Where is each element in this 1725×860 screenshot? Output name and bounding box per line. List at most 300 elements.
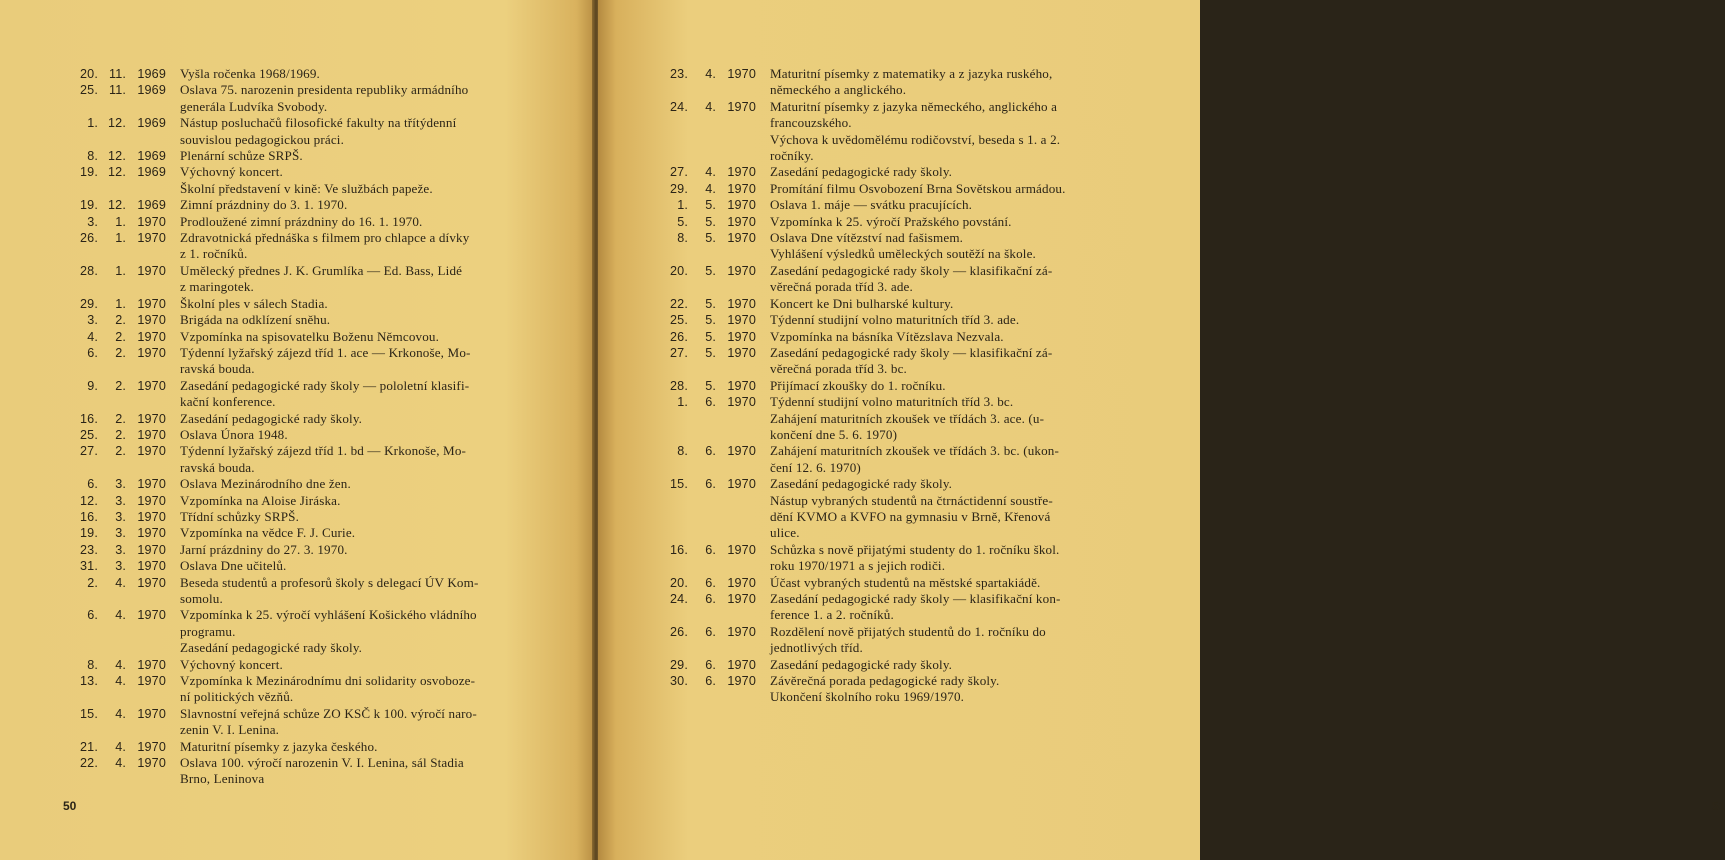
chronicle-entry [660,66,1144,99]
chronicle-entry [660,312,1144,328]
entry-date-day: 8. [677,444,688,459]
chronicle-entry [70,411,540,427]
entry-date [70,148,166,164]
entry-date-day: 25. [80,83,98,98]
entry-date-year: 1970 [137,313,166,328]
chronicle-entry [70,329,540,345]
entry-text: Slavnostní veřejná schůze ZO KSČ k 100. výročí naro- zenin V. I. Lenina. [180,705,477,738]
entry-date-month: 5. [705,214,716,229]
entry-text: Oslava Února 1948. [180,426,288,442]
entry-text: Týdenní lyžařský zájezd tříd 1. ace — Krkonoše, Mo- ravská bouda. [180,344,471,377]
entry-date-month: 6. [705,657,716,672]
entry-date-year: 1970 [727,378,756,393]
chronicle-entry [70,657,540,673]
entry-date-month: 12. [108,198,126,213]
entry-date-day: 19. [80,526,98,541]
chronicle-entry [70,525,540,541]
entry-date-month: 4. [115,756,126,771]
entry-date-year: 1970 [137,706,166,721]
entry-date [660,591,756,624]
chronicle-entry [660,591,1144,624]
entry-date [70,493,166,509]
entry-date-month: 3. [115,509,126,524]
entry-date-year: 1970 [137,214,166,229]
entry-date-year: 1970 [727,444,756,459]
entry-date-year: 1970 [137,657,166,672]
entry-date-day: 8. [87,149,98,164]
entry-date-month: 6. [705,395,716,410]
entry-text: Zasedání pedagogické rady školy. [770,164,953,180]
entry-date [70,345,166,378]
entry-date-year: 1970 [137,559,166,574]
entry-date [660,443,756,476]
entry-date-year: 1970 [727,624,756,639]
entry-text: Vzpomínka k 25. výročí Pražského povstání. [770,213,1012,229]
entry-date-year: 1970 [727,99,756,114]
entry-text: Výchovný koncert. Školní představení v kině: Ve službách papeže. [180,164,433,196]
chronicle-entry [70,476,540,492]
entry-date-year: 1970 [137,493,166,508]
entry-date-day: 1. [677,198,688,213]
entry-date-year: 1970 [137,427,166,442]
entry-date [70,558,166,574]
entry-date-year: 1969 [137,67,166,81]
entry-date [660,657,756,673]
entry-date-month: 11. [108,83,126,98]
entry-date-year: 1970 [137,608,166,623]
entry-date [70,214,166,230]
entry-date-year: 1970 [137,263,166,278]
entry-date-day: 15. [80,706,98,721]
entry-date-day: 23. [670,67,688,81]
entry-date-year: 1970 [137,444,166,459]
entry-date-day: 20. [670,575,688,590]
entry-date-day: 27. [670,345,688,360]
entry-date-day: 20. [80,67,98,81]
entry-date-year: 1970 [137,542,166,557]
entry-date-day: 22. [670,296,688,311]
entry-text: Oslava 75. narozenin presidenta republiky armádního generála Ludvíka Svobody. [180,82,469,114]
entry-date [70,329,166,345]
entry-date-year: 1969 [137,116,166,131]
chronicle-entry [70,164,540,197]
entry-date-year: 1970 [727,231,756,246]
entry-text: Vyšla ročenka 1968/1969. [180,66,320,81]
entry-date-year: 1969 [137,149,166,164]
entry-text: Týdenní studijní volno maturitních tříd 3. bc. Zahájení maturitních zkoušek ve třídách 3. ace. (u- končení dne 5. 6. 1970) [770,394,1045,442]
entry-date-day: 29. [670,657,688,672]
chronicle-entry [660,164,1144,180]
entry-date-month: 12. [108,149,126,164]
entry-date-year: 1970 [137,345,166,360]
entry-date-day: 3. [87,214,98,229]
chronicle-entry [70,82,540,115]
entry-text: Vzpomínka k 25. výročí vyhlášení Košického vládního programu. Zasedání pedagogické rady školy. [180,607,477,656]
chronicle-entry [70,378,540,411]
entry-date-month: 4. [705,67,716,81]
chronicle-entry [660,575,1144,591]
entry-date-month: 4. [115,739,126,754]
chronicle-entry [70,197,540,213]
entry-date-day: 24. [670,592,688,606]
entry-date-year: 1970 [727,345,756,360]
entry-date [70,525,166,541]
entry-date [70,263,166,296]
entry-date-day: 23. [80,542,98,557]
entry-date [70,66,166,82]
entry-text: Jarní prázdniny do 27. 3. 1970. [180,541,348,557]
chronicle-entry [660,296,1144,312]
entry-text: Třídní schůzky SRPŠ. [180,508,300,524]
entry-date [70,657,166,673]
entry-date [660,575,756,591]
entry-date-month: 6. [705,575,716,590]
entry-date-month: 5. [705,329,716,344]
entry-text: Týdenní lyžařský zájezd tříd 1. bd — Krkonoše, Mo- ravská bouda. [180,443,467,475]
entry-text: Oslava Dne učitelů. [180,558,287,574]
entry-date [70,476,166,492]
entry-date-month: 5. [705,345,716,360]
chronicle-entry [660,394,1144,443]
entry-date-year: 1970 [727,674,756,689]
entry-text: Oslava Mezinárodního dne žen. [180,476,351,492]
entry-date-day: 16. [80,509,98,524]
entry-date [70,607,166,656]
entry-date-day: 19. [80,198,98,213]
entry-text: Umělecký přednes J. K. Grumlíka — Ed. Bass, Lidé z maringotek. [180,262,463,295]
entry-date-month: 2. [115,444,126,459]
entry-date-day: 25. [80,427,98,442]
entry-date [660,296,756,312]
entry-text: Účast vybraných studentů na městské spartakiádě. [770,574,1041,590]
entry-date-month: 2. [115,345,126,360]
entry-date-year: 1969 [137,83,166,98]
entry-date-month: 4. [115,657,126,672]
entry-date [70,575,166,608]
entry-date-month: 6. [705,674,716,689]
entry-date-year: 1970 [727,542,756,557]
entry-date [660,66,756,99]
entry-date-day: 16. [670,542,688,557]
entry-date-year: 1970 [727,296,756,311]
entry-date [660,181,756,197]
entry-date-month: 3. [115,559,126,574]
entry-text: Vzpomínka na básníka Vítězslava Nezvala. [770,328,1004,344]
entry-date-month: 12. [108,116,126,131]
entry-date-year: 1970 [137,378,166,393]
entry-date-day: 5. [677,214,688,229]
entry-date-year: 1970 [137,329,166,344]
entry-date-year: 1970 [727,198,756,213]
entry-date [660,329,756,345]
chronicle-entry [70,607,540,656]
page-number-left: 50 [63,799,77,813]
entry-date-day: 26. [670,329,688,344]
entry-date-month: 5. [705,198,716,213]
entry-date [660,312,756,328]
chronicle-entry [70,509,540,525]
entry-date [70,115,166,148]
entry-date-month: 4. [115,706,126,721]
chronicle-entry [70,345,540,378]
entry-date-year: 1970 [137,756,166,771]
chronicle-entry [70,755,540,788]
entry-date-year: 1970 [727,313,756,328]
chronicle-entry [660,329,1144,345]
entry-date-month: 3. [115,493,126,508]
entry-date-year: 1970 [137,411,166,426]
chronicle-entry [660,214,1144,230]
entry-text: Maturitní písemky z jazyka německého, anglického a francouzského. Výchova k uvědomělému rodičovství, beseda s 1. a 2. ročníky. [770,98,1061,164]
entry-date-day: 25. [670,313,688,328]
entry-date [660,624,756,657]
entry-date-month: 1. [115,263,126,278]
entry-text: Vzpomínka na vědce F. J. Curie. [180,525,356,541]
entry-date [70,673,166,706]
left-page [0,0,594,860]
chronicle-entry [70,230,540,263]
entry-date [70,443,166,476]
entry-date-day: 1. [677,395,688,410]
entry-date [660,197,756,213]
entry-date [70,164,166,197]
chronicle-entry [660,443,1144,476]
entry-text: Beseda studentů a profesorů školy s delegací ÚV Kom- somolu. [180,574,479,606]
entry-date-day: 26. [670,624,688,639]
entry-date-month: 12. [108,165,126,180]
entry-date [70,197,166,213]
entry-text: Schůzka s nově přijatými studenty do 1. ročníku škol. roku 1970/1971 a s jejich rodiči. [770,541,1060,574]
chronicle-entry [660,181,1144,197]
entry-date-year: 1970 [727,214,756,229]
entry-date-day: 2. [87,575,98,590]
chronicle-entry [660,476,1144,542]
entry-date-month: 3. [115,477,126,492]
entry-text: Vzpomínka k Mezinárodnímu dni solidarity osvoboze- ní politických vězňů. [180,673,476,705]
entry-text: Zasedání pedagogické rady školy. Nástup vybraných studentů na čtrnáctidenní soustře- dění KVMO a KVFO na gymnasiu v Brně, Křenová ulice. [770,476,1053,541]
entry-date [660,378,756,394]
entry-text: Prodloužené zimní prázdniny do 16. 1. 1970. [180,213,423,229]
entry-date-month: 6. [705,542,716,557]
entry-text: Závěrečná porada pedagogické rady školy. Ukončení školního roku 1969/1970. [770,673,1000,705]
entry-date [70,427,166,443]
entry-date-month: 4. [115,575,126,590]
entry-date [70,378,166,411]
entry-date [660,164,756,180]
entry-text: Oslava 1. máje — svátku pracujících. [770,197,973,213]
entry-date-day: 31. [80,559,98,574]
chronicle-entry [660,197,1144,213]
chronicle-entry [70,575,540,608]
entry-date-month: 4. [705,165,716,180]
chronicle-entry [660,230,1144,263]
entry-date-month: 3. [115,542,126,557]
entry-date-year: 1970 [137,296,166,311]
entry-text: Oslava 100. výročí narozenin V. I. Lenina, sál Stadia Brno, Leninova [180,755,464,787]
entry-text: Týdenní studijní volno maturitních tříd 3. ade. [770,312,1020,328]
chronicle-entry [70,214,540,230]
entry-date-day: 29. [670,181,688,196]
chronicle-entry [70,493,540,509]
entry-text: Vzpomínka na Aloise Jiráska. [180,492,341,508]
chronicle-entry [660,99,1144,165]
entry-date-day: 12. [80,493,98,508]
entry-date-year: 1970 [727,657,756,672]
entry-date-year: 1970 [727,592,756,606]
entry-text: Zasedání pedagogické rady školy. [180,410,363,426]
chronicle-entry [660,378,1144,394]
entry-date-year: 1970 [727,67,756,81]
entry-date [660,673,756,706]
entry-text: Zimní prázdniny do 3. 1. 1970. [180,197,348,213]
entry-date-year: 1970 [727,165,756,180]
entry-date-day: 19. [80,165,98,180]
entry-date-day: 26. [80,231,98,246]
entry-date-day: 22. [80,756,98,771]
entry-date-month: 1. [115,214,126,229]
entry-date-year: 1970 [137,477,166,492]
entry-text: Zasedání pedagogické rady školy — klasifikační kon- ference 1. a 2. ročníků. [770,591,1061,623]
entry-date-month: 2. [115,329,126,344]
entry-date-month: 5. [705,378,716,393]
chronicle-entry [70,312,540,328]
entry-date-year: 1970 [137,575,166,590]
entry-date [70,230,166,263]
entry-text: Školní ples v sálech Stadia. [180,295,328,311]
chronicle-entry [70,263,540,296]
entry-date [70,542,166,558]
entry-date [660,476,756,542]
chronicle-entry [70,148,540,164]
entry-text: Maturitní písemky z jazyka českého. [180,738,378,754]
entry-date [660,230,756,263]
chronicle-entry [70,706,540,739]
entry-date-year: 1970 [727,477,756,492]
chronicle-entry [70,542,540,558]
entry-date-year: 1970 [137,509,166,524]
entry-date-month: 5. [705,296,716,311]
entry-text: Plenární schůze SRPŠ. [180,148,303,164]
entry-date [70,706,166,739]
chronicle-entry [660,673,1144,706]
entry-date-year: 1970 [727,263,756,278]
entry-date-month: 1. [115,231,126,246]
entry-date-day: 1. [87,116,98,131]
entry-text: Promítání filmu Osvobození Brna Sovětskou armádou. [770,180,1066,196]
entry-date-month: 5. [705,231,716,246]
chronicle-entry [660,657,1144,673]
entry-text: Oslava Dne vítězství nad fašismem. Vyhlášení výsledků uměleckých soutěží na škole. [770,230,1036,262]
chronicle-entry [70,427,540,443]
entry-date-day: 6. [87,608,98,623]
entry-date-year: 1970 [727,329,756,344]
entry-date-day: 15. [670,477,688,492]
page-number-right: 51 [1712,799,1725,813]
entry-date-day: 28. [80,263,98,278]
entry-date-month: 11. [108,67,126,81]
entry-date [660,542,756,575]
entry-date-month: 6. [705,444,716,459]
entry-date [70,312,166,328]
chronicle-entry [70,115,540,148]
entry-text: Vzpomínka na spisovatelku Boženu Němcovou. [180,328,440,344]
entry-date-day: 13. [80,674,98,689]
entry-date-month: 2. [115,313,126,328]
entry-date [70,411,166,427]
entry-date-day: 6. [87,345,98,360]
entry-date [660,263,756,296]
entry-date-day: 6. [87,477,98,492]
entry-text: Zasedání pedagogické rady školy — klasifikační zá- věrečná porada tříd 3. ade. [770,262,1053,295]
entry-date-month: 6. [705,592,716,606]
entry-date-day: 30. [670,674,688,689]
entry-date-day: 8. [87,657,98,672]
entry-date-day: 3. [87,313,98,328]
entry-text: Zasedání pedagogické rady školy — pololetní klasifi- kační konference. [180,377,470,410]
entry-text: Nástup posluchačů filosofické fakulty na třítýdenní souvislou pedagogickou práci. [180,115,457,147]
entry-date-year: 1970 [727,395,756,410]
entry-text: Zahájení maturitních zkoušek ve třídách 3. bc. (ukon- čení 12. 6. 1970) [770,443,1060,475]
entry-date-day: 16. [80,411,98,426]
entry-text: Maturitní písemky z matematiky a z jazyka ruského, německého a anglického. [770,66,1053,98]
entry-date-day: 27. [80,444,98,459]
entry-text: Brigáda na odklízení sněhu. [180,312,331,328]
entry-date-day: 4. [87,329,98,344]
entry-date-year: 1970 [137,739,166,754]
entry-date [660,99,756,165]
entry-text: Koncert ke Dni bulharské kultury. [770,295,954,311]
entry-date [70,82,166,115]
entry-text: Zdravotnická přednáška s filmem pro chlapce a dívky z 1. ročníků. [180,230,470,262]
entry-date-month: 2. [115,427,126,442]
chronicle-entry [660,345,1144,378]
entry-date [660,214,756,230]
entry-date-year: 1970 [137,526,166,541]
entry-date-day: 28. [670,378,688,393]
entry-text: Zasedání pedagogické rady školy. [770,656,953,672]
entry-date-day: 29. [80,296,98,311]
left-entries-list [70,66,540,788]
entry-text: Přijímací zkoušky do 1. ročníku. [770,377,946,393]
entry-date [70,509,166,525]
entry-text: Zasedání pedagogické rady školy — klasifikační zá- věrečná porada tříd 3. bc. [770,344,1053,377]
entry-date-month: 2. [115,378,126,393]
entry-date-day: 27. [670,165,688,180]
entry-date-year: 1970 [137,674,166,689]
entry-date-year: 1969 [137,165,166,180]
chronicle-entry [70,739,540,755]
chronicle-entry [70,558,540,574]
chronicle-entry [70,66,540,82]
entry-date-year: 1969 [137,198,166,213]
entry-date-month: 2. [115,411,126,426]
entry-date-month: 1. [115,296,126,311]
chronicle-entry [70,673,540,706]
entry-date [70,755,166,788]
chronicle-entry [70,443,540,476]
entry-date-day: 9. [87,378,98,393]
right-entries-list [660,66,1144,706]
entry-date [70,296,166,312]
entry-date [660,394,756,443]
entry-date-day: 8. [677,231,688,246]
entry-date-year: 1970 [727,575,756,590]
entry-date-month: 4. [115,674,126,689]
entry-date-day: 20. [670,263,688,278]
chronicle-entry [70,296,540,312]
chronicle-entry [660,624,1144,657]
entry-date-month: 4. [705,99,716,114]
